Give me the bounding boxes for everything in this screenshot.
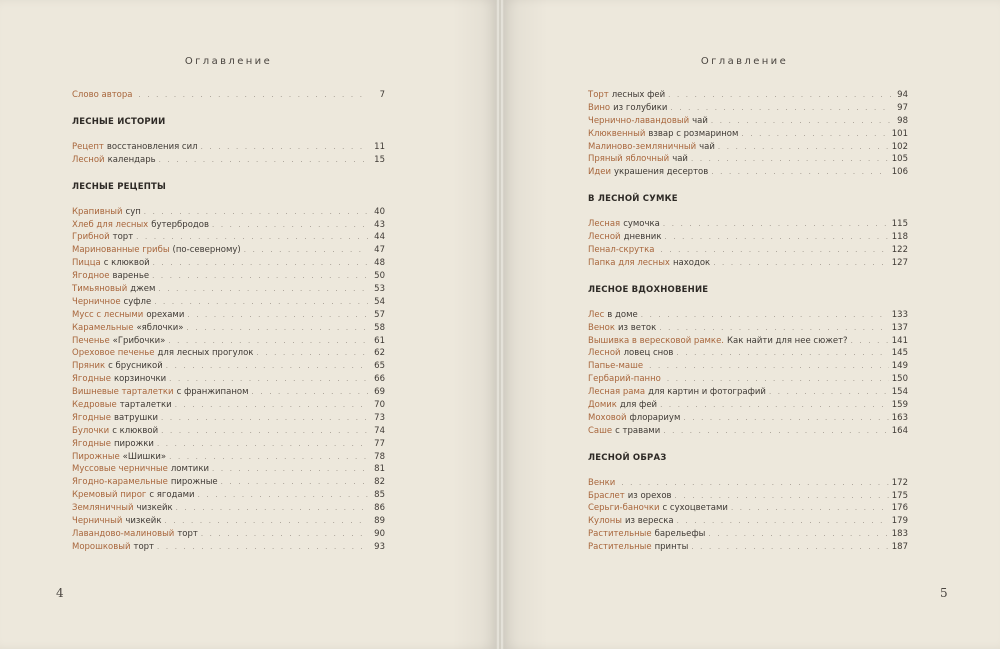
dot-leader (212, 463, 368, 476)
entry-title-accent: Серьги-баночки (588, 503, 660, 514)
entry-page-number: 48 (374, 258, 385, 269)
toc-entry[interactable] (72, 141, 385, 154)
entry-title-accent: Лавандово-малиновый (72, 528, 175, 539)
toc-entry[interactable] (588, 541, 908, 554)
entry-title-accent: Рецепт (72, 141, 104, 152)
dot-leader (166, 360, 368, 373)
entry-title-accent: Грибной (72, 232, 110, 243)
entry-page-number: 50 (374, 271, 385, 282)
entry-title-accent: Хлеб для лесных (72, 219, 149, 230)
entry-title-rest: с клюквой (103, 258, 150, 269)
toc-entry[interactable] (588, 360, 908, 373)
toc-entry[interactable] (588, 515, 908, 528)
entry-page-number: 183 (891, 529, 908, 540)
entry-title-rest: пирожки (113, 438, 154, 449)
entry-title-accent: Земляничный (72, 503, 134, 514)
entry-title-rest: с франжипаном (176, 387, 249, 398)
entry-page-number: 53 (374, 284, 385, 295)
entry-page-number: 102 (891, 141, 908, 152)
entry-title-accent: Гербарий-панно (588, 374, 661, 385)
entry-page-number: 70 (374, 400, 385, 411)
entry-title-accent: Печенье (72, 335, 110, 346)
toc-entry[interactable] (72, 219, 385, 232)
toc-entry[interactable] (72, 257, 385, 270)
entry-title-accent: Ягодные (72, 374, 111, 385)
page-title: Оглавление (184, 56, 273, 67)
entry-title-accent: Папка для лесных (588, 257, 670, 268)
dot-leader (711, 115, 891, 128)
entry-page-number: 98 (897, 115, 908, 126)
toc-entry[interactable] (588, 115, 908, 128)
entry-page-number: 149 (891, 361, 908, 372)
entry-page-number: 164 (891, 425, 908, 436)
entry-title-rest: ватрушки (113, 412, 158, 423)
entry-title-rest: торт (112, 232, 134, 243)
toc-entry[interactable] (588, 257, 908, 270)
entry-title-rest: «Шишки» (122, 451, 167, 462)
toc-entry[interactable] (588, 399, 908, 412)
dot-leader (621, 477, 888, 490)
section-heading: ЛЕСНОЙ ОБРАЗ (588, 452, 667, 463)
toc-entry[interactable] (72, 515, 385, 528)
toc-entry[interactable] (588, 309, 908, 322)
dot-leader (676, 347, 888, 360)
entry-title-accent: Идеи (588, 167, 611, 178)
entry-title-rest: чай (699, 141, 715, 152)
entry-page-number: 94 (897, 90, 908, 100)
toc-entry[interactable] (72, 541, 385, 554)
entry-title-rest: календарь (107, 154, 156, 165)
dot-leader (711, 166, 889, 179)
entry-title-rest: джем (130, 284, 156, 295)
toc-entry[interactable] (72, 296, 385, 309)
entry-page-number: 15 (374, 154, 385, 165)
dot-leader (718, 141, 889, 154)
entry-title-accent: Черничный (72, 516, 123, 527)
entry-title-accent: Вино (588, 102, 611, 113)
toc-entry[interactable] (72, 412, 385, 425)
entry-page-number: 141 (891, 335, 908, 346)
entry-title-rest: взвар с розмарином (648, 128, 739, 139)
dot-leader (659, 322, 889, 335)
entry-title-accent: Кедровые (72, 400, 117, 411)
entry-title-accent: Тимьяновый (72, 284, 128, 295)
dot-leader (187, 322, 368, 335)
toc-entry[interactable] (588, 218, 908, 231)
dot-leader (649, 360, 889, 373)
entry-title-accent: Растительные (588, 529, 652, 540)
dot-leader (683, 412, 888, 425)
dot-leader (670, 102, 891, 115)
entry-page-number: 187 (891, 542, 908, 553)
entry-title-rest: для фей (619, 400, 658, 411)
entry-title-accent: Лесной (588, 348, 621, 359)
entry-page-number: 47 (374, 245, 385, 256)
dot-leader (675, 490, 889, 503)
dot-leader (708, 528, 888, 541)
entry-page-number: 58 (374, 322, 385, 333)
entry-title-rest: ломтики (170, 464, 209, 475)
dot-leader (641, 309, 889, 322)
dot-leader (244, 244, 368, 257)
toc-entry[interactable] (588, 528, 908, 541)
entry-title-rest: дневник (623, 232, 662, 243)
dot-leader (138, 89, 368, 102)
entry-title-accent: Кулоны (588, 516, 622, 527)
entry-title-accent: Ягодно-карамельные (72, 477, 168, 488)
dot-leader (161, 425, 368, 438)
entry-title-accent: Венок (588, 322, 615, 333)
entry-title-rest: принты (654, 542, 689, 553)
entry-title-accent: Растительные (588, 542, 652, 553)
toc-entry[interactable] (72, 231, 385, 244)
dot-leader (157, 541, 368, 554)
toc-entry[interactable] (72, 463, 385, 476)
toc-entry[interactable] (588, 477, 908, 490)
toc-entry[interactable] (72, 270, 385, 283)
toc-entry[interactable] (588, 347, 908, 360)
dot-leader (169, 451, 368, 464)
entry-title-accent: Венки (588, 477, 616, 488)
entry-title-accent: Лесной (72, 154, 105, 165)
dot-leader (769, 386, 889, 399)
toc-entry[interactable] (72, 335, 385, 348)
dot-leader (157, 438, 368, 451)
entry-title-rest: с клюквой (112, 425, 159, 436)
entry-title-accent: Мусс с лесными (72, 309, 144, 320)
toc-entry[interactable] (72, 360, 385, 373)
entry-page-number: 90 (374, 528, 385, 539)
entry-page-number: 66 (374, 374, 385, 385)
table-of-contents (588, 89, 908, 554)
dot-leader (667, 373, 889, 386)
entry-page-number: 62 (374, 348, 385, 359)
entry-page-number: 7 (379, 90, 385, 100)
entry-title-rest: барельефы (654, 529, 706, 540)
entry-page-number: 105 (891, 154, 908, 165)
entry-title-accent: Пряник (72, 361, 106, 372)
entry-title-rest: Как найти для нее сюжет? (727, 335, 848, 346)
entry-title-rest: чай (672, 154, 688, 165)
entry-title-rest: для картин и фотографий (648, 387, 766, 398)
entry-title-accent: Клюквенный (588, 128, 646, 139)
page-number: 5 (940, 586, 948, 600)
entry-title-rest: ловец снов (623, 348, 674, 359)
entry-page-number: 40 (374, 206, 385, 217)
entry-title-accent: Булочки (72, 425, 110, 436)
entry-title-accent: Муссовые черничные (72, 464, 168, 475)
entry-title-rest: сумочка (623, 219, 660, 230)
dot-leader (187, 309, 368, 322)
entry-title-accent: Лесная (588, 219, 621, 230)
entry-title-accent: Лесной (588, 232, 621, 243)
toc-entry[interactable] (588, 412, 908, 425)
entry-title-accent: Браслет (588, 490, 625, 501)
entry-title-rest: суп (125, 206, 141, 217)
entry-page-number: 74 (374, 425, 385, 436)
toc-entry[interactable] (72, 283, 385, 296)
dot-leader (677, 515, 889, 528)
entry-page-number: 106 (891, 167, 908, 178)
dot-leader (741, 128, 888, 141)
entry-title-rest: «Грибочки» (112, 335, 166, 346)
toc-entry[interactable] (72, 89, 385, 102)
entry-page-number: 43 (374, 219, 385, 230)
dot-leader (201, 528, 368, 541)
entry-page-number: 77 (374, 438, 385, 449)
entry-title-accent: Кремовый пирог (72, 490, 147, 501)
entry-page-number: 78 (374, 451, 385, 462)
entry-title-accent: Пряный яблочный (588, 154, 670, 165)
dot-leader (161, 412, 368, 425)
entry-title-accent: Ягодное (72, 271, 110, 282)
entry-title-accent: Пирожные (72, 451, 120, 462)
entry-page-number: 154 (891, 387, 908, 398)
entry-title-rest: из веток (617, 322, 657, 333)
entry-title-rest: чай (692, 115, 708, 126)
entry-title-rest: с травами (615, 425, 661, 436)
entry-title-rest: варенье (112, 271, 150, 282)
dot-leader (663, 425, 889, 438)
entry-title-accent: Карамельные (72, 322, 134, 333)
page-number: 4 (56, 586, 64, 600)
table-of-contents (72, 89, 385, 554)
dot-leader (169, 373, 368, 386)
toc-entry[interactable] (72, 373, 385, 386)
dot-leader (221, 476, 368, 489)
entry-title-rest: пирожные (170, 477, 218, 488)
toc-entry[interactable] (72, 206, 385, 219)
entry-title-accent: Крапивный (72, 206, 123, 217)
toc-entry[interactable] (72, 309, 385, 322)
entry-title-rest: тарталетки (119, 400, 172, 411)
toc-entry[interactable] (588, 141, 908, 154)
entry-page-number: 57 (374, 309, 385, 320)
entry-page-number: 122 (891, 245, 908, 256)
toc-entry[interactable] (72, 451, 385, 464)
entry-title-accent: Ягодные (72, 438, 111, 449)
entry-title-accent: Чернично-лавандовый (588, 115, 690, 126)
toc-entry[interactable] (72, 425, 385, 438)
entry-title-rest: для лесных прогулок (157, 348, 254, 359)
entry-title-accent: Малиново-земляничный (588, 141, 697, 152)
toc-entry[interactable] (72, 322, 385, 335)
entry-title-rest: «яблочки» (136, 322, 184, 333)
entry-page-number: 137 (891, 322, 908, 333)
toc-entry[interactable] (588, 128, 908, 141)
toc-entry[interactable] (72, 489, 385, 502)
entry-page-number: 82 (374, 477, 385, 488)
toc-entry[interactable] (72, 386, 385, 399)
entry-title-accent: Морошковый (72, 541, 131, 552)
dot-leader (152, 270, 368, 283)
toc-entry[interactable] (588, 102, 908, 115)
entry-title-accent: Вышивка в вересковой рамке. (588, 335, 724, 346)
entry-title-accent: Саше (588, 425, 613, 436)
entry-page-number: 145 (891, 348, 908, 359)
dot-leader (158, 283, 368, 296)
entry-title-rest: находок (672, 257, 711, 268)
toc-entry[interactable] (72, 347, 385, 360)
entry-page-number: 101 (891, 128, 908, 139)
toc-entry[interactable] (588, 244, 908, 257)
entry-title-rest: лесных фей (611, 90, 666, 100)
entry-page-number: 163 (891, 412, 908, 423)
entry-page-number: 65 (374, 361, 385, 372)
entry-page-number: 179 (891, 516, 908, 527)
section-heading: ЛЕСНЫЕ РЕЦЕПТЫ (72, 181, 167, 192)
entry-title-rest: из орехов (627, 490, 672, 501)
entry-title-accent: Вишневые тарталетки (72, 387, 174, 398)
toc-entry[interactable] (588, 231, 908, 244)
entry-title-rest: с брусникой (108, 361, 163, 372)
entry-title-rest: чизкейк (125, 516, 162, 527)
entry-title-accent: Торт (588, 90, 609, 100)
right-page (500, 0, 1000, 649)
toc-entry[interactable] (72, 476, 385, 489)
entry-title-rest: с ягодами (149, 490, 195, 501)
entry-title-rest: чизкейк (136, 503, 173, 514)
entry-title-rest: торт (133, 541, 154, 552)
toc-entry[interactable] (588, 502, 908, 515)
dot-leader (256, 347, 368, 360)
toc-entry[interactable] (72, 399, 385, 412)
dot-leader (153, 257, 368, 270)
toc-entry[interactable] (72, 528, 385, 541)
dot-leader (660, 399, 889, 412)
section-heading: ЛЕСНЫЕ ИСТОРИИ (72, 116, 166, 127)
toc-entry[interactable] (72, 154, 385, 167)
entry-title-accent: Папье-маше (588, 361, 644, 372)
entry-title-accent: Домик (588, 400, 617, 411)
dot-leader (664, 231, 888, 244)
entry-title-rest: в доме (607, 309, 638, 320)
dot-leader (198, 489, 368, 502)
entry-page-number: 175 (891, 490, 908, 501)
dot-leader (252, 386, 369, 399)
entry-page-number: 97 (897, 102, 908, 113)
entry-title-rest: восстановления сил (106, 141, 198, 152)
entry-page-number: 93 (374, 541, 385, 552)
toc-entry[interactable] (72, 502, 385, 515)
entry-page-number: 81 (374, 464, 385, 475)
dot-leader (660, 244, 888, 257)
entry-page-number: 73 (374, 412, 385, 423)
dot-leader (176, 502, 368, 515)
entry-title-rest: (по-северному) (172, 245, 241, 256)
dot-leader (175, 399, 368, 412)
entry-title-accent: Пенал-скрутка (588, 245, 655, 256)
entry-page-number: 89 (374, 516, 385, 527)
entry-page-number: 85 (374, 490, 385, 501)
entry-title-accent: Пицца (72, 258, 101, 269)
toc-entry[interactable] (588, 490, 908, 503)
entry-page-number: 44 (374, 232, 385, 243)
entry-title-accent: Лесная рама (588, 387, 646, 398)
dot-leader (851, 335, 889, 348)
entry-title-accent: Слово автора (72, 90, 133, 100)
entry-page-number: 115 (891, 219, 908, 230)
dot-leader (731, 502, 889, 515)
entry-title-rest: с сухоцветами (662, 503, 728, 514)
entry-page-number: 118 (891, 232, 908, 243)
entry-title-rest: суфле (123, 296, 152, 307)
entry-page-number: 69 (374, 387, 385, 398)
section-heading: ЛЕСНОЕ ВДОХНОВЕНИЕ (588, 284, 709, 295)
toc-entry[interactable] (72, 438, 385, 451)
entry-page-number: 159 (891, 400, 908, 411)
entry-title-rest: украшения десертов (614, 167, 709, 178)
toc-entry[interactable] (72, 244, 385, 257)
entry-title-accent: Моховой (588, 412, 627, 423)
entry-page-number: 86 (374, 503, 385, 514)
dot-leader (691, 541, 888, 554)
toc-entry[interactable] (588, 153, 908, 166)
entry-page-number: 54 (374, 296, 385, 307)
entry-page-number: 176 (891, 503, 908, 514)
entry-title-rest: торт (177, 528, 198, 539)
toc-entry[interactable] (588, 425, 908, 438)
toc-entry[interactable] (588, 89, 908, 102)
dot-leader (144, 206, 368, 219)
dot-leader (713, 257, 889, 270)
dot-leader (164, 515, 368, 528)
entry-title-accent: Лес (588, 309, 605, 320)
toc-entry[interactable] (588, 322, 908, 335)
dot-leader (691, 153, 889, 166)
entry-title-accent: Ягодные (72, 412, 111, 423)
entry-page-number: 150 (891, 374, 908, 385)
entry-page-number: 172 (891, 477, 908, 488)
section-heading: В ЛЕСНОЙ СУМКЕ (588, 194, 678, 205)
entry-title-accent: Ореховое печенье (72, 348, 155, 359)
dot-leader (663, 218, 889, 231)
entry-title-accent: Маринованные грибы (72, 245, 170, 256)
entry-title-accent: Черничное (72, 296, 121, 307)
toc-entry[interactable] (588, 373, 908, 386)
toc-entry[interactable] (588, 166, 908, 179)
entry-page-number: 11 (374, 141, 385, 152)
entry-page-number: 61 (374, 335, 385, 346)
dot-leader (212, 219, 368, 232)
dot-leader (154, 296, 368, 309)
dot-leader (201, 141, 368, 154)
dot-leader (668, 89, 891, 102)
dot-leader (136, 231, 368, 244)
entry-page-number: 127 (891, 257, 908, 268)
entry-title-rest: бутербродов (151, 219, 209, 230)
entry-title-rest: корзиночки (113, 374, 167, 385)
dot-leader (168, 335, 368, 348)
toc-entry[interactable] (588, 335, 908, 348)
entry-title-rest: флорариум (629, 412, 681, 423)
toc-entry[interactable] (588, 386, 908, 399)
dot-leader (159, 154, 368, 167)
entry-title-rest: из вереска (624, 516, 674, 527)
entry-title-rest: орехами (146, 309, 185, 320)
entry-page-number: 133 (891, 309, 908, 320)
page-title: Оглавление (700, 56, 789, 67)
entry-title-rest: из голубики (613, 102, 668, 113)
